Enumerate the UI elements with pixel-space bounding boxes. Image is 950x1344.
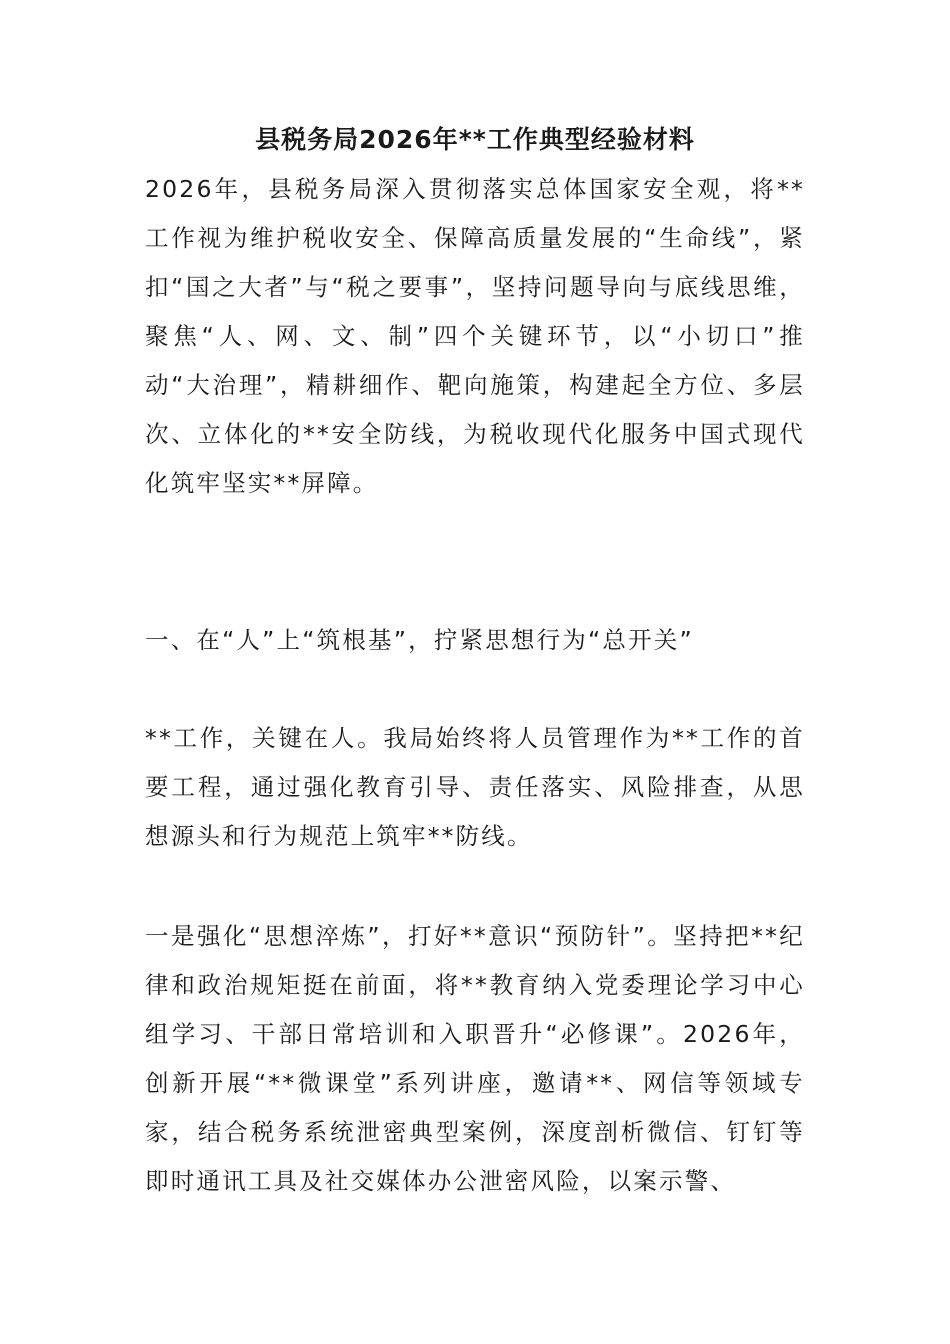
section-heading: 一、在“人”上“筑根基”，拧紧思想行为“总开关” [145, 626, 694, 654]
document-title: 县税务局2026年**工作典型经验材料 [255, 125, 695, 154]
body-paragraph: 一是强化“思想淬炼”，打好**意识“预防针”。坚持把**纪律和政治规矩挺在前面，将**教育纳入党委理论学习中心组学习、干部日常培训和入职晋升“必修课”。2026年，创新开展“**微课堂”系列讲座，邀请**、网信等领域专家，结合税务系统泄密典型案例，深度剖析微信、钉钉等即时通讯工具及社交媒体办公泄密风险，以案示警、 [145, 922, 805, 1195]
body-paragraph: **工作，关键在人。我局始终将人员管理作为**工作的首要工程，通过强化教育引导、责任落实、风险排查，从思想源头和行为规范上筑牢**防线。 [145, 724, 805, 850]
intro-paragraph: 2026年，县税务局深入贯彻落实总体国家安全观，将**工作视为维护税收安全、保障高质量发展的“生命线”，紧扣“国之大者”与“税之要事”，坚持问题导向与底线思维，聚焦“人、网、文、制”四个关键环节，以“小切口”推动“大治理”，精耕细作、靶向施策，构建起全方位、多层次、立体化的**安全防线，为税收现代化服务中国式现代化筑牢坚实**屏障。 [145, 175, 805, 497]
